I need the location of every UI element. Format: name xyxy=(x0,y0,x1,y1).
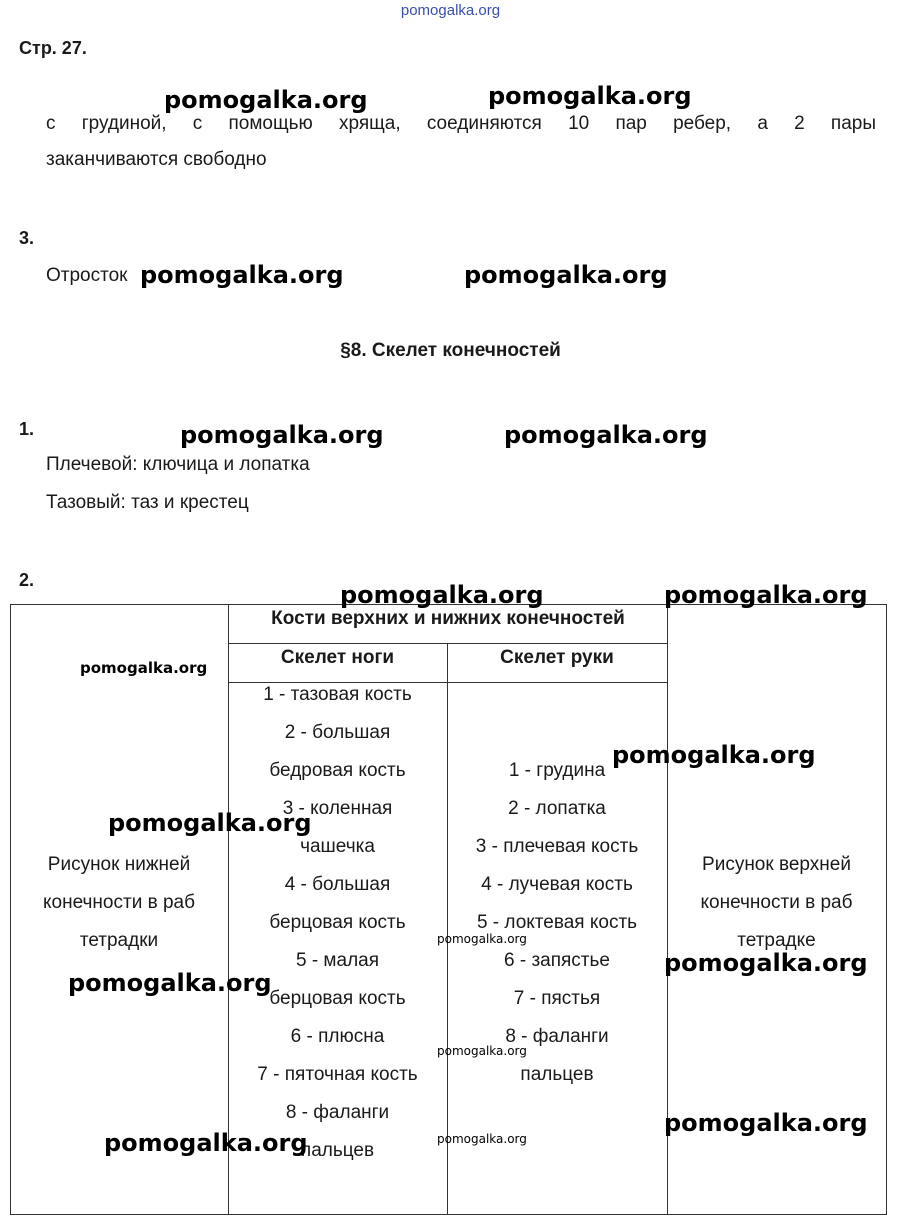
right-note-line: тетрадке xyxy=(737,930,816,951)
question-1-number: 1. xyxy=(19,419,35,439)
leg-line: 1 - тазовая кость xyxy=(263,684,412,705)
leg-line: бедровая кость xyxy=(269,760,406,781)
watermark: pomogalka.org xyxy=(108,809,312,837)
page-number: Стр. 27. xyxy=(19,38,87,58)
table-bottom-border xyxy=(10,1214,887,1215)
leg-line: 8 - фаланги xyxy=(285,1102,390,1123)
arm-line: 7 - пястья xyxy=(513,988,601,1009)
arm-bones-list xyxy=(447,752,667,1094)
question-2-number: 2. xyxy=(19,570,35,590)
leg-line: берцовая кость xyxy=(269,912,406,933)
arm-line: 3 - плечевая кость xyxy=(475,836,639,857)
top-watermark: pomogalka.org xyxy=(400,2,501,19)
leg-line: 7 - пяточная кость xyxy=(257,1064,418,1085)
watermark: pomogalka.org xyxy=(504,421,708,449)
table-header-divider xyxy=(228,643,668,644)
watermark: pomogalka.org xyxy=(612,741,816,769)
watermark: pomogalka.org xyxy=(437,932,527,946)
table-title: Кости верхних и нижних конечностей xyxy=(271,608,625,629)
question-1-line-2: Тазовый: таз и крестец xyxy=(46,492,249,513)
watermark: pomogalka.org xyxy=(664,949,868,977)
intro-line-1: с грудиной, с помощью хряща, соединяются 10 пар ребер, а 2 пары xyxy=(46,113,876,134)
left-note-line: тетрадки xyxy=(79,930,159,951)
arm-line: 5 - локтевая кость xyxy=(476,912,638,933)
watermark: pomogalka.org xyxy=(488,82,692,110)
watermark: pomogalka.org xyxy=(140,261,344,289)
watermark: pomogalka.org xyxy=(68,969,272,997)
leg-line: 6 - плюсна xyxy=(290,1026,385,1047)
watermark: pomogalka.org xyxy=(164,86,368,114)
watermark: pomogalka.org xyxy=(340,581,544,609)
right-note-line: Рисунок верхней xyxy=(702,854,851,875)
column-leg-header: Скелет ноги xyxy=(280,647,395,668)
watermark: pomogalka.org xyxy=(180,421,384,449)
arm-line: 1 - грудина xyxy=(508,760,606,781)
watermark: pomogalka.org xyxy=(664,1109,868,1137)
watermark: pomogalka.org xyxy=(104,1129,308,1157)
leg-line: берцовая кость xyxy=(269,988,406,1009)
watermark: pomogalka.org xyxy=(664,581,868,609)
section-title: §8. Скелет конечностей xyxy=(340,340,561,361)
leg-line: 2 - большая xyxy=(284,722,391,743)
question-1-line-1: Плечевой: ключица и лопатка xyxy=(46,454,310,475)
leg-line: 4 - большая xyxy=(284,874,391,895)
leg-line: 5 - малая xyxy=(295,950,380,971)
arm-line: 2 - лопатка xyxy=(508,798,606,819)
watermark: pomogalka.org xyxy=(437,1044,527,1058)
right-note-line: конечности в раб xyxy=(700,892,853,913)
leg-line: 3 - коленная xyxy=(282,798,393,819)
watermark: pomogalka.org xyxy=(80,659,208,677)
watermark: pomogalka.org xyxy=(464,261,668,289)
question-3-text: Отросток xyxy=(46,265,128,286)
leg-bones-list xyxy=(228,676,447,1170)
right-note xyxy=(667,846,886,960)
watermark: pomogalka.org xyxy=(437,1132,527,1146)
leg-line: пальцев xyxy=(300,1140,375,1161)
left-note xyxy=(10,846,228,960)
arm-line: 6 - запястье xyxy=(504,950,610,971)
leg-line: чашечка xyxy=(300,836,375,857)
table-right-border xyxy=(886,604,887,1215)
question-3-number: 3. xyxy=(19,228,35,248)
left-note-line: Рисунок нижней xyxy=(47,854,191,875)
arm-line: пальцев xyxy=(520,1064,594,1085)
intro-line-2: заканчиваются свободно xyxy=(46,149,267,170)
arm-line: 4 - лучевая кость xyxy=(481,874,633,895)
arm-line: 8 - фаланги xyxy=(505,1026,609,1047)
column-arm-header: Скелет руки xyxy=(500,647,614,668)
left-note-line: конечности в раб xyxy=(43,892,195,913)
